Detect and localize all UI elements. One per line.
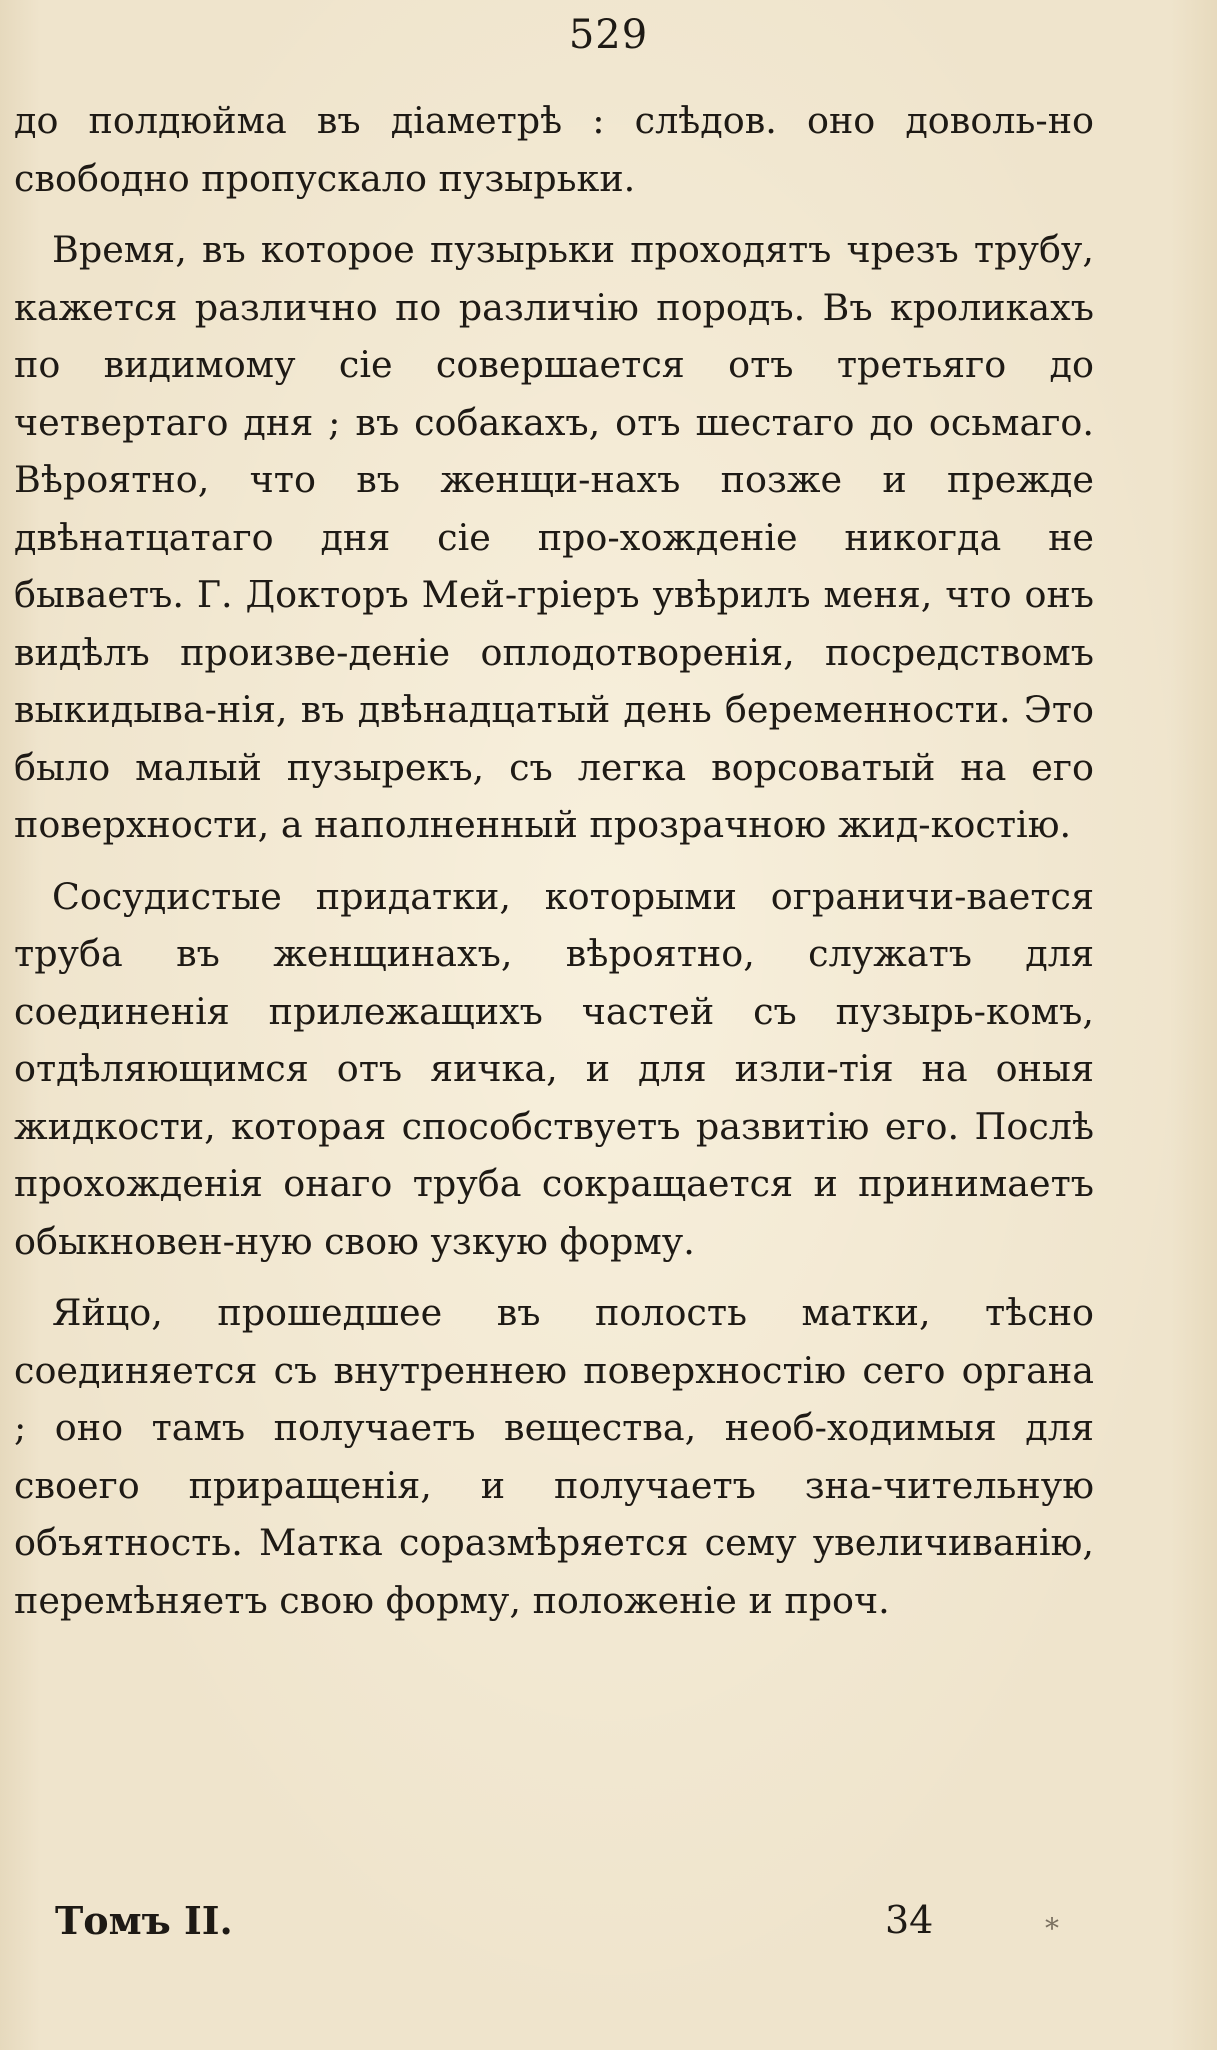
- volume-label: Томъ II.: [55, 1898, 233, 1943]
- signature-mark: 34: [885, 1898, 934, 1942]
- printer-mark: *: [1045, 1912, 1059, 1945]
- paragraph-continuation: до полдюйма въ діаметрѣ : слѣдов. оно доволь-но свободно пропускало пузырьки.: [14, 99, 1094, 200]
- page-footer: [55, 1898, 1095, 1958]
- paragraph-passage-time: Время, въ которое пузырьки проходятъ чрезъ трубу, кажется различно по различію породъ. Въ кроликахъ по видимому сіе совершается отъ третьяго до четвертаго дня ; въ собакахъ, отъ шестаго до осьмаго. Вѣроятно, что въ женщи-нахъ позже и прежде двѣнатцатаго дня сіе про-хожденіе никогда не бываетъ. Г. Докторъ Мей-гріеръ увѣрилъ меня, что онъ видѣлъ произве-деніе оплодотворенія, посредствомъ выкидыва-нія, въ двѣнадцатый день беременности. Это было малый пузырекъ, съ легка ворсоватый на его поверхности, а наполненный прозрачною жид-костію.: [14, 228, 1094, 846]
- paragraph-egg-in-uterus: Яйцо, прошедшее въ полость матки, тѣсно соединяется съ внутреннею поверхностію сего органа ; оно тамъ получаетъ вещества, необ-ходимыя для своего приращенія, и получаетъ зна-чительную объятность. Матка соразмѣряется сему увеличиванію, перемѣняетъ свою форму, положеніе и проч.: [14, 1291, 1094, 1622]
- paragraph-vascular-appendages: Сосудистые придатки, которыми ограничи-вается труба въ женщинахъ, вѣроятно, служатъ для соединенія прилежащихъ частей съ пузырь-комъ, отдѣляющимся отъ яичка, и для изли-тія на оныя жидкости, которая способствуетъ развитію его. Послѣ прохожденія онаго труба сокращается и принимаетъ обыкновен-ную свою узкую форму.: [14, 874, 1094, 1263]
- body-text: [14, 92, 1094, 1629]
- page-number: 529: [568, 12, 649, 58]
